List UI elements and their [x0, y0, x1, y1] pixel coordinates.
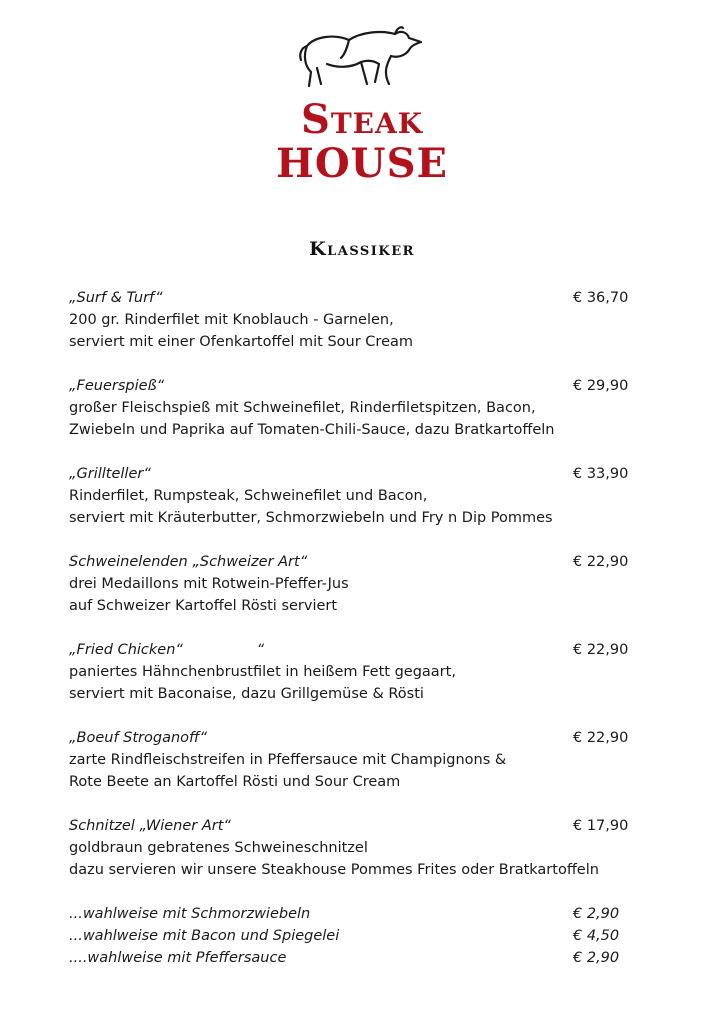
item-desc: auf Schweizer Kartoffel Rösti serviert — [69, 598, 338, 614]
item-name: „Surf & Turf“ — [69, 290, 163, 306]
brand-line-2: HOUSE — [276, 140, 448, 187]
item-price: € 17,90 — [573, 818, 629, 834]
item-name: Schnitzel „Wiener Art“ — [69, 818, 231, 834]
item-desc: dazu servieren wir unsere Steakhouse Pommes Frites oder Bratkartoffeln — [69, 862, 599, 878]
bull-icon — [297, 24, 427, 94]
item-desc: zarte Rindfleischstreifen in Pfeffersauce mit Champignons & — [69, 752, 507, 768]
item-desc: Rinderfilet, Rumpsteak, Schweinefilet und Bacon, — [69, 488, 428, 504]
brand-line-1: Steak — [300, 96, 424, 143]
item-price: € 33,90 — [573, 466, 629, 482]
extra-price: € 2,90 — [573, 906, 620, 922]
item-name: „Grillteller“ — [69, 466, 151, 482]
item-desc: drei Medaillons mit Rotwein-Pfeffer-Jus — [69, 576, 349, 592]
item-desc: Zwiebeln und Paprika auf Tomaten-Chili-Sauce, dazu Bratkartoffeln — [69, 422, 555, 438]
menu-item — [69, 639, 629, 705]
menu-item — [69, 815, 629, 881]
item-price: € 29,90 — [573, 378, 629, 394]
item-price: € 22,90 — [573, 730, 629, 746]
menu-item — [69, 375, 629, 441]
menu-item — [69, 463, 629, 529]
item-desc: serviert mit einer Ofenkartoffel mit Sour Cream — [69, 334, 414, 350]
item-desc: 200 gr. Rinderfilet mit Knoblauch - Garnelen, — [69, 312, 394, 328]
item-price: € 22,90 — [573, 554, 629, 570]
item-desc: Rote Beete an Kartoffel Rösti und Sour Cream — [69, 774, 401, 790]
item-desc: paniertes Hähnchenbrustfilet in heißem Fett gegaart, — [69, 664, 456, 680]
item-desc: serviert mit Kräuterbutter, Schmorzwiebeln und Fry n Dip Pommes — [69, 510, 553, 526]
menu-item — [69, 287, 629, 353]
extra-row — [69, 925, 629, 947]
extra-row — [69, 947, 629, 969]
item-desc: serviert mit Baconaise, dazu Grillgemüse & Rösti — [69, 686, 424, 702]
extra-price: € 4,50 — [573, 928, 620, 944]
extra-row — [69, 903, 629, 925]
item-desc: goldbraun gebratenes Schweineschnitzel — [69, 840, 368, 856]
item-price: € 36,70 — [573, 290, 629, 306]
menu-item — [69, 727, 629, 793]
extra-name: ...wahlweise mit Schmorzwiebeln — [69, 906, 311, 922]
extras-list — [69, 903, 629, 969]
menu-list — [69, 287, 629, 969]
item-name: „Feuerspieß“ — [69, 378, 165, 394]
extra-name: ...wahlweise mit Bacon und Spiegelei — [69, 928, 340, 944]
item-desc: großer Fleischspieß mit Schweinefilet, Rinderfiletspitzen, Bacon, — [69, 400, 536, 416]
extra-name: ....wahlweise mit Pfeffersauce — [69, 950, 287, 966]
item-name: Schweinelenden „Schweizer Art“ — [69, 554, 308, 570]
logo — [0, 24, 724, 187]
item-price: € 22,90 — [573, 642, 629, 658]
item-name: „Fried Chicken“ “ — [69, 642, 265, 658]
extra-price: € 2,90 — [573, 950, 620, 966]
section-title: Klassiker — [309, 238, 415, 260]
item-name: „Boeuf Stroganoff“ — [69, 730, 208, 746]
menu-item — [69, 551, 629, 617]
